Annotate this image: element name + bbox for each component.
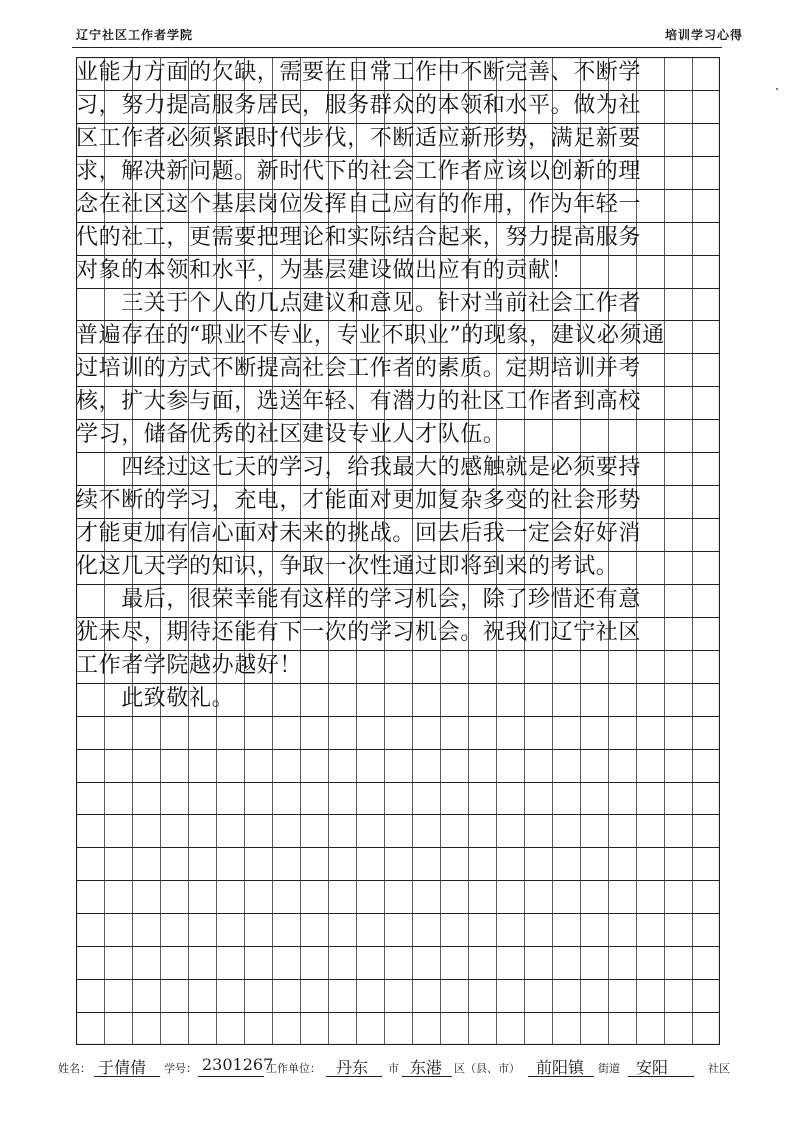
text-line: 犹未尽，期待还能有下一次的学习机会。祝我们辽宁社区 bbox=[76, 620, 642, 645]
text-line: 续不断的学习，充电，才能面对更加复杂多变的社会形势 bbox=[76, 488, 642, 513]
text-line: 念在社区这个基层岗位发挥自己应有的作用，作为年轻一 bbox=[76, 192, 642, 217]
name-label: 姓名： bbox=[58, 1062, 91, 1075]
text-line bbox=[76, 880, 720, 912]
text-line: 习，努力提高服务居民，服务群众的本领和水平。做为社 bbox=[76, 93, 642, 118]
text-line: 求，解决新问题。新时代下的社会工作者应该以创新的理 bbox=[76, 159, 642, 184]
text-line: 对象的本领和水平，为基层建设做出应有的贡献！ bbox=[76, 258, 574, 283]
text-line: 最后，很荣幸能有这样的学习机会，除了珍惜还有意 bbox=[76, 587, 642, 612]
town-value: 前阳镇 bbox=[536, 1058, 585, 1077]
text-line: 业能力方面的欠缺，需要在日常工作中不断完善、不断学 bbox=[76, 60, 642, 85]
student-id-underline bbox=[198, 1076, 264, 1077]
text-line bbox=[76, 749, 720, 781]
writing-grid bbox=[76, 57, 720, 1045]
header-rule bbox=[72, 47, 722, 48]
text-line bbox=[76, 946, 720, 978]
text-line: 学习，储备优秀的社区建设专业人才队伍。 bbox=[76, 422, 506, 447]
text-line bbox=[76, 913, 720, 945]
text-line: 才能更加有信心面对未来的挑战。回去后我一定会好好消 bbox=[76, 521, 642, 546]
text-line: 普遍存在的“职业不专业，专业不职业”的现象，建议必须通 bbox=[76, 323, 665, 348]
student-id-label: 学号： bbox=[164, 1062, 197, 1075]
text-line bbox=[76, 814, 720, 846]
text-line: 代的社工，更需要把理论和实际结合起来，努力提高服务 bbox=[76, 225, 642, 250]
city-suffix: 市 bbox=[388, 1062, 399, 1075]
community-suffix: 社区 bbox=[708, 1062, 730, 1075]
institute-name-header: 辽宁社区工作者学院 bbox=[76, 28, 194, 42]
student-id-value: 2301267 bbox=[202, 1055, 274, 1074]
city-value: 丹东 bbox=[336, 1058, 369, 1077]
text-line bbox=[76, 847, 720, 879]
text-line bbox=[76, 979, 720, 1011]
text-line bbox=[76, 716, 720, 748]
text-line: 三关于个人的几点建议和意见。针对当前社会工作者 bbox=[76, 291, 642, 316]
community-underline bbox=[628, 1076, 694, 1077]
name-value: 于倩倩 bbox=[98, 1058, 147, 1077]
district-value: 东港 bbox=[410, 1058, 443, 1077]
text-line: 区工作者必须紧跟时代步伐，不断适应新形势，满足新要 bbox=[76, 126, 642, 151]
name-underline bbox=[94, 1076, 160, 1077]
text-line: 工作者学院越办越好！ bbox=[76, 653, 303, 678]
work-unit-label: 工作单位： bbox=[266, 1062, 321, 1075]
student-info-footer bbox=[58, 1055, 758, 1084]
text-line: 过培训的方式不断提高社会工作者的素质。定期培训并考 bbox=[76, 356, 642, 381]
text-line: 核，扩大参与面，选送年轻、有潜力的社区工作者到高校 bbox=[76, 389, 642, 414]
town-suffix: 街道 bbox=[598, 1062, 620, 1075]
speck bbox=[776, 88, 778, 90]
city-underline bbox=[326, 1076, 382, 1077]
document-type-header: 培训学习心得 bbox=[664, 28, 743, 42]
community-value: 安阳 bbox=[636, 1058, 669, 1077]
text-line: 四经过这七天的学习，给我最大的感触就是必须要持 bbox=[76, 455, 642, 480]
district-suffix: 区（县、市） bbox=[454, 1062, 520, 1075]
text-line bbox=[76, 1012, 720, 1044]
town-underline bbox=[528, 1076, 594, 1077]
text-line: 此致敬礼。 bbox=[76, 686, 235, 711]
text-line: 化这几天学的知识，争取一次性通过即将到来的考试。 bbox=[76, 554, 619, 579]
district-underline bbox=[402, 1076, 452, 1077]
text-line bbox=[76, 782, 720, 814]
